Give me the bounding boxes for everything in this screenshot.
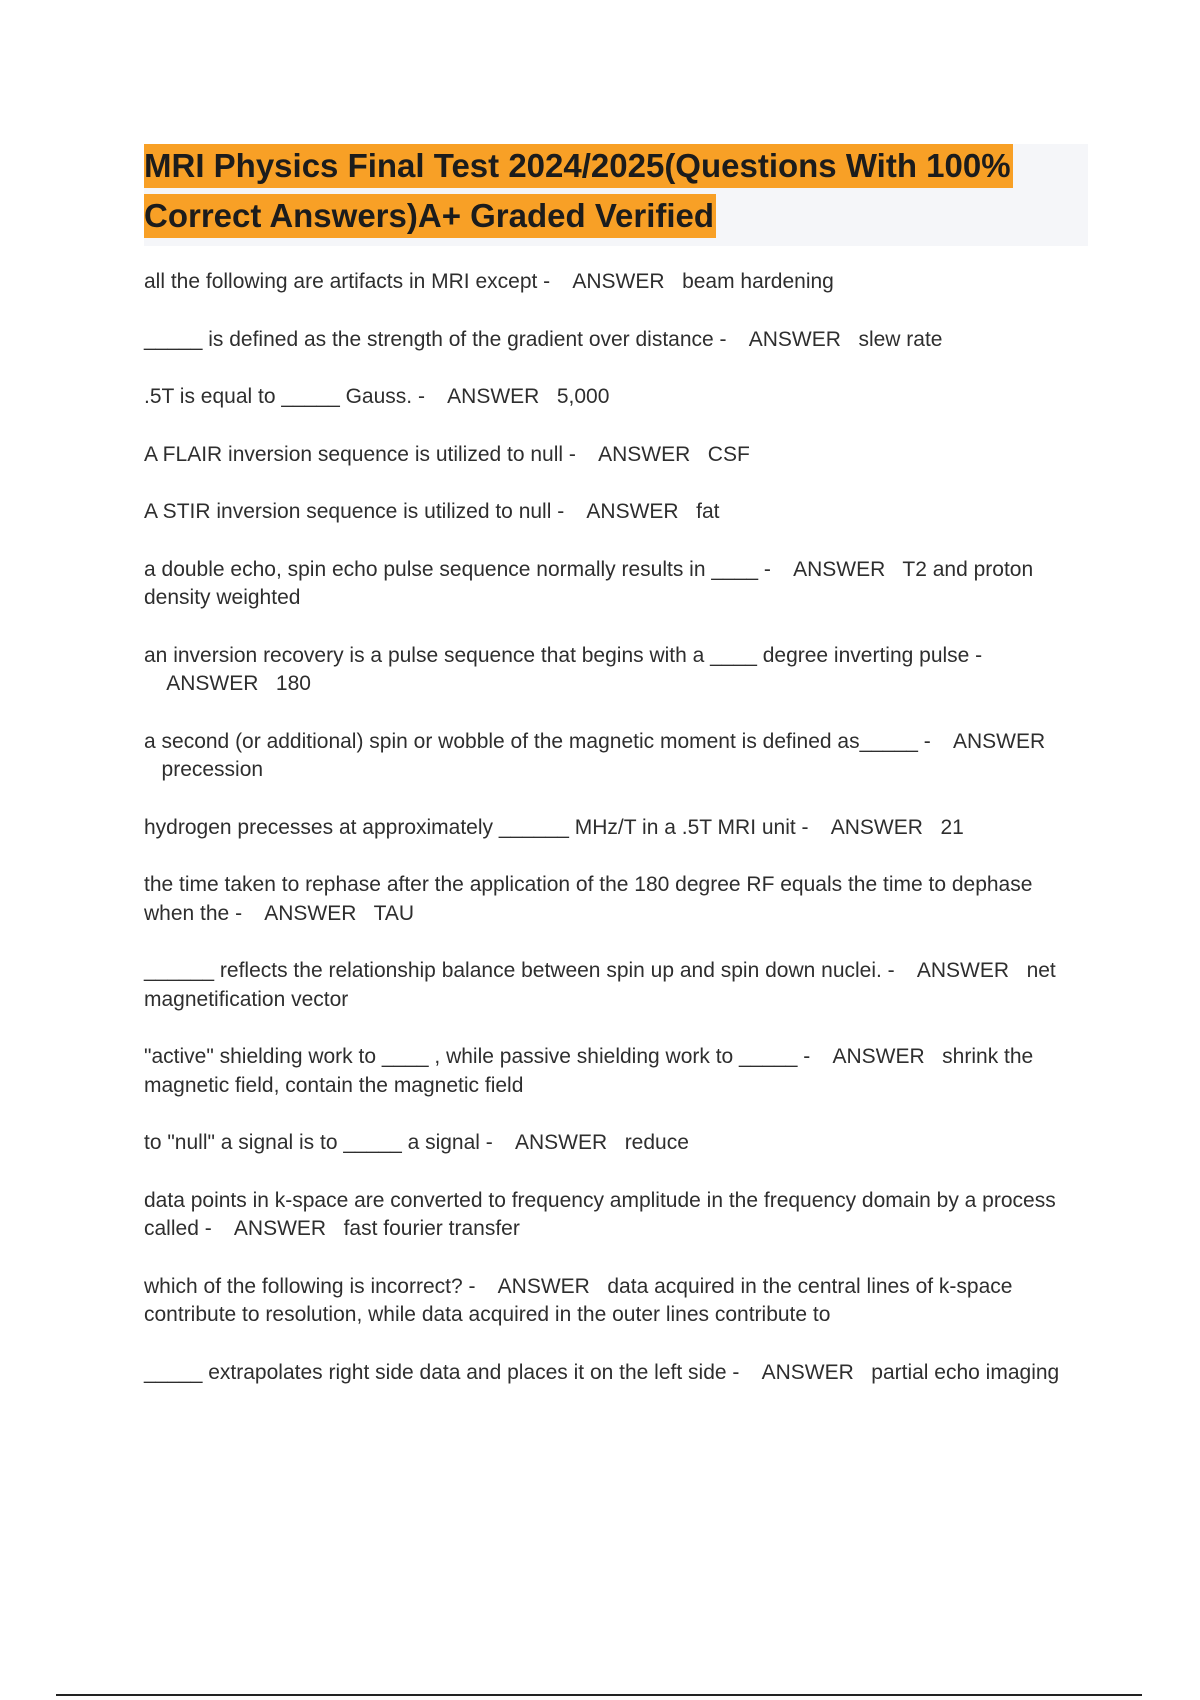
answer-label: ANSWER <box>832 1045 925 1068</box>
answer-label: ANSWER <box>793 557 886 581</box>
answer-label: ANSWER <box>572 270 665 293</box>
answer-label: ANSWER <box>586 500 679 523</box>
answer-text: CSF <box>707 442 750 466</box>
answer-label: ANSWER <box>952 729 1046 753</box>
answer-label: ANSWER <box>514 1131 608 1154</box>
question-text: A STIR inversion sequence is utilized to null - <box>144 500 565 523</box>
qa-item <box>144 556 1088 613</box>
answer-label: ANSWER <box>830 815 923 839</box>
question-text: data points in k-space are converted to frequency amplitude in the frequency domain by a process called - <box>144 1188 1056 1240</box>
answer-label: ANSWER <box>748 327 841 351</box>
question-text: to "null" a signal is to _____ a signal - <box>144 1131 493 1154</box>
answer-text: reduce <box>624 1131 689 1154</box>
answer-label: ANSWER <box>166 672 259 695</box>
answer-text: 5,000 <box>556 385 610 408</box>
question-text: A FLAIR inversion sequence is utilized to null - <box>144 442 576 466</box>
title-block <box>144 144 1088 246</box>
question-text: .5T is equal to _____ Gauss. - <box>144 385 425 408</box>
answer-text: 21 <box>940 815 964 839</box>
answer-text: data acquired in the central lines of k-space contribute to resolution, while data acquired in the outer lines contribute to <box>144 1274 1013 1326</box>
qa-item <box>144 326 1088 355</box>
question-text: the time taken to rephase after the application of the 180 degree RF equals the time to dephase when the - <box>144 873 1033 925</box>
document-title-line-1: MRI Physics Final Test 2024/2025(Questions With 100% <box>144 144 1013 188</box>
answer-label: ANSWER <box>497 1274 590 1298</box>
question-text: ______ reflects the relationship balance between spin up and spin down nuclei. - <box>144 959 895 982</box>
question-text: a second (or additional) spin or wobble of the magnetic moment is defined as_____ - <box>144 729 931 753</box>
answer-text: slew rate <box>858 327 943 351</box>
qa-item <box>144 814 1088 843</box>
qa-item <box>144 383 1088 412</box>
qa-item <box>144 1273 1088 1330</box>
answer-text: 180 <box>275 672 311 695</box>
question-text: a double echo, spin echo pulse sequence normally results in ____ - <box>144 557 771 581</box>
answer-text: fat <box>696 500 720 523</box>
question-text: _____ is defined as the strength of the gradient over distance - <box>144 327 727 351</box>
answer-text: T2 and proton density weighted <box>144 557 1034 609</box>
qa-item <box>144 441 1088 470</box>
answer-text: fast fourier transfer <box>343 1217 520 1240</box>
question-text: all the following are artifacts in MRI except - <box>144 270 551 293</box>
question-text: hydrogen precesses at approximately ______ MHz/T in a .5T MRI unit - <box>144 815 809 839</box>
qa-item <box>144 1187 1088 1244</box>
footer-divider <box>56 1694 1142 1696</box>
qa-item <box>144 268 1088 297</box>
qa-item <box>144 498 1088 527</box>
question-text: which of the following is incorrect? - <box>144 1274 476 1298</box>
question-text: an inversion recovery is a pulse sequence that begins with a ____ degree inverting pulse - <box>144 643 983 667</box>
question-answer-list <box>144 268 1088 1416</box>
answer-text: precession <box>161 758 264 781</box>
qa-item <box>144 871 1088 928</box>
answer-label: ANSWER <box>598 442 691 466</box>
answer-label: ANSWER <box>761 1360 854 1384</box>
qa-item <box>144 1129 1088 1158</box>
answer-label: ANSWER <box>916 959 1010 982</box>
qa-item <box>144 1043 1088 1100</box>
document-title-line-2: Correct Answers)A+ Graded Verified <box>144 194 716 238</box>
qa-item <box>144 957 1088 1014</box>
answer-label: ANSWER <box>233 1217 327 1240</box>
answer-text: shrink the magnetic field, contain the magnetic field <box>144 1045 1034 1097</box>
question-text: "active" shielding work to ____ , while passive shielding work to _____ - <box>144 1045 811 1068</box>
answer-text: partial echo imaging <box>871 1360 1060 1384</box>
qa-item <box>144 642 1088 699</box>
qa-item <box>144 728 1088 785</box>
answer-text: beam hardening <box>682 270 834 293</box>
answer-label: ANSWER <box>447 385 540 408</box>
question-text: _____ extrapolates right side data and places it on the left side - <box>144 1360 740 1384</box>
answer-text: net magnetification vector <box>144 959 1056 1011</box>
qa-item <box>144 1359 1088 1388</box>
answer-label: ANSWER <box>264 901 357 925</box>
answer-text: TAU <box>373 901 415 925</box>
